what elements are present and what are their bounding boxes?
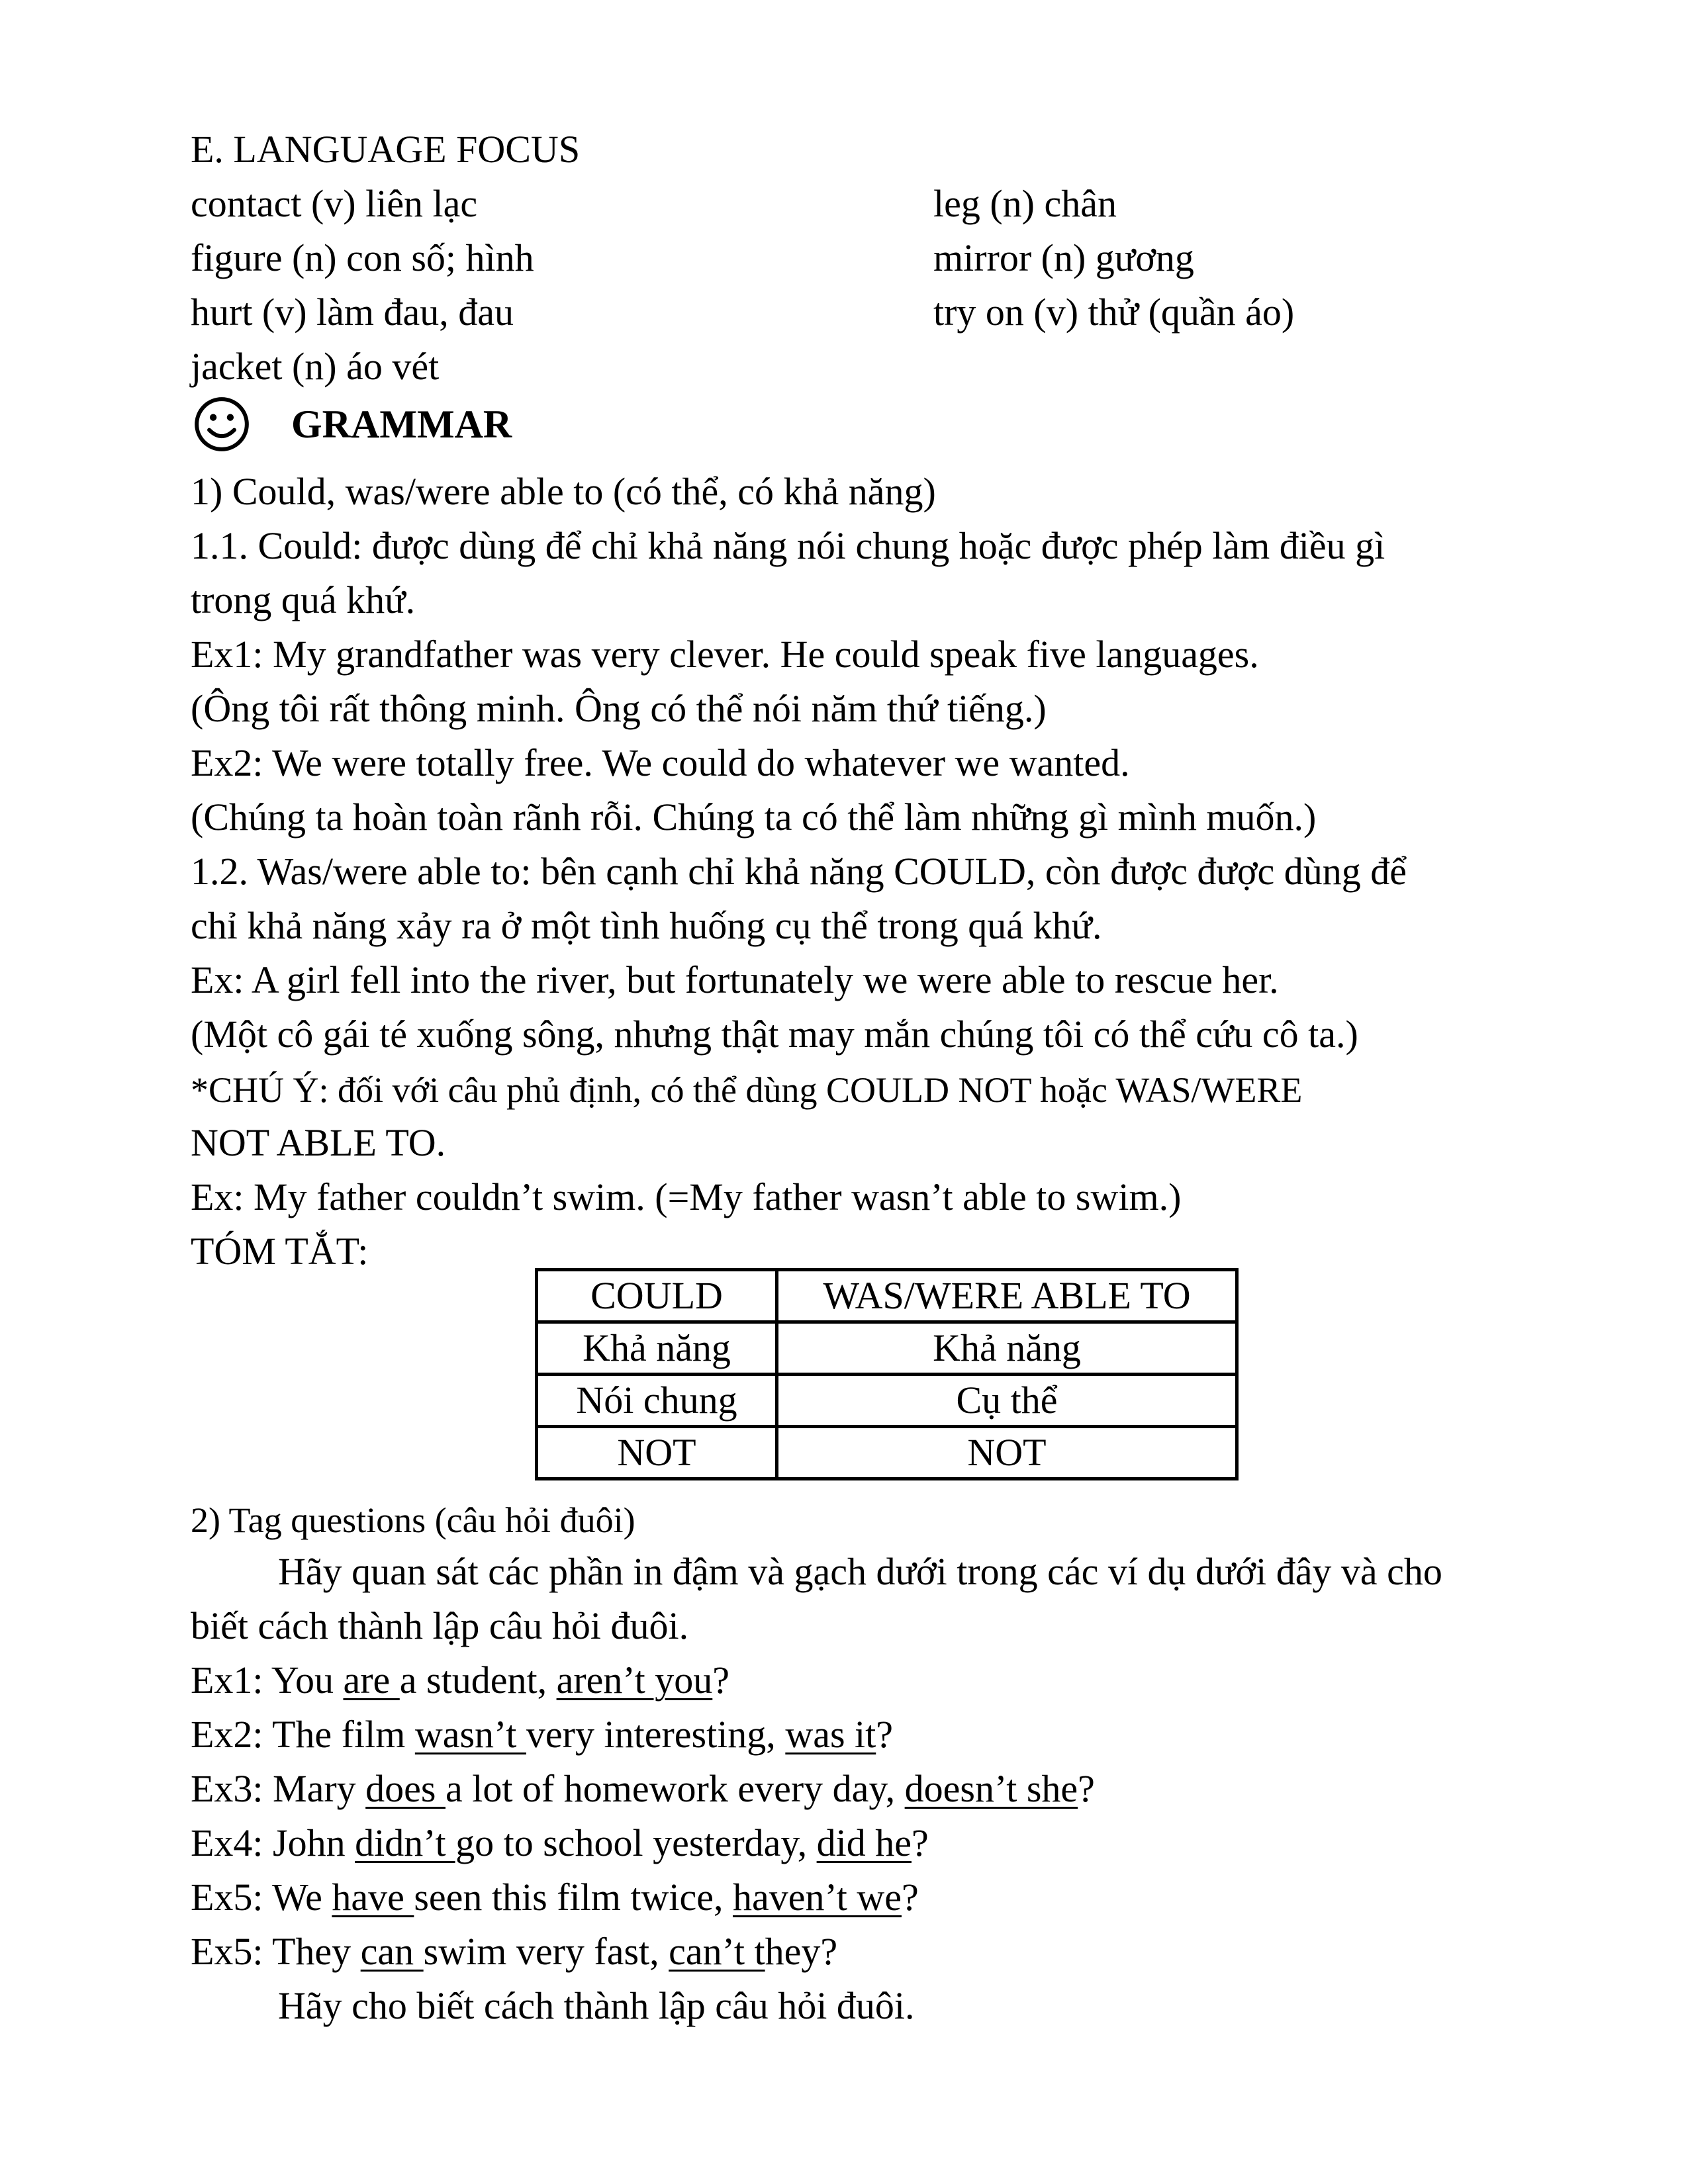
vocab-item: jacket (n) áo vét [191, 345, 440, 388]
table-header-cell: COULD [537, 1270, 777, 1322]
grammar-heading-1: 1) Could, was/were able to (có thể, có khả năng) [191, 470, 936, 513]
example-line: Ex1: My grandfather was very clever. He could speak five languages. [191, 633, 1259, 676]
translation-line: (Chúng ta hoàn toàn rãnh rỗi. Chúng ta có thể làm những gì mình muốn.) [191, 796, 1317, 839]
table-cell: Khả năng [777, 1322, 1237, 1375]
paragraph-line: biết cách thành lập câu hỏi đuôi. [191, 1604, 689, 1647]
table-cell: NOT [777, 1427, 1237, 1479]
vocab-item: figure (n) con số; hình [191, 236, 534, 279]
example-line: Ex: My father couldn’t swim. (=My father wasn’t able to swim.) [191, 1175, 1182, 1218]
translation-line: (Một cô gái té xuống sông, nhưng thật may mắn chúng tôi có thể cứu cô ta.) [191, 1013, 1358, 1056]
summary-label: TÓM TẮT: [191, 1230, 369, 1273]
paragraph-line: trong quá khứ. [191, 578, 416, 621]
table-cell: Cụ thể [777, 1375, 1237, 1427]
vocab-item: hurt (v) làm đau, đau [191, 291, 514, 334]
summary-table [535, 1268, 1239, 1480]
table-cell: NOT [537, 1427, 777, 1479]
example-line: Ex2: We were totally free. We could do whatever we wanted. [191, 741, 1130, 784]
vocab-item: contact (v) liên lạc [191, 182, 478, 225]
paragraph-line: 1.2. Was/were able to: bên cạnh chỉ khả năng COULD, còn được được dùng để [191, 850, 1407, 893]
tag-example-2: Ex2: The film wasn’t very interesting, was it? [191, 1713, 893, 1756]
table-row [537, 1375, 1237, 1427]
tag-example-5: Ex5: We have seen this film twice, haven’t we? [191, 1876, 919, 1919]
table-header-row [537, 1270, 1237, 1322]
translation-line: (Ông tôi rất thông minh. Ông có thể nói năm thứ tiếng.) [191, 687, 1047, 730]
paragraph-line: 1.1. Could: được dùng để chỉ khả năng nói chung hoặc được phép làm điều gì [191, 524, 1385, 567]
example-line: Ex: A girl fell into the river, but fortunately we were able to rescue her. [191, 958, 1279, 1001]
section-title: E. LANGUAGE FOCUS [191, 128, 581, 171]
smiley-face-icon [193, 396, 250, 453]
table-cell: Nói chung [537, 1375, 777, 1427]
table-cell: Khả năng [537, 1322, 777, 1375]
paragraph-line: Hãy quan sát các phần in đậm và gạch dưới trong các ví dụ dưới đây và cho [278, 1550, 1442, 1593]
tag-example-3: Ex3: Mary does a lot of homework every day, doesn’t she? [191, 1767, 1095, 1810]
tag-example-4: Ex4: John didn’t go to school yesterday, did he? [191, 1821, 929, 1864]
note-line: *CHÚ Ý: đối với câu phủ định, có thể dùng COULD NOT hoặc WAS/WERE [191, 1070, 1303, 1110]
grammar-heading: GRAMMAR [291, 402, 512, 446]
table-header-cell: WAS/WERE ABLE TO [777, 1270, 1237, 1322]
table-row [537, 1322, 1237, 1375]
tag-questions-heading: 2) Tag questions (câu hỏi đuôi) [191, 1500, 635, 1540]
closing-line: Hãy cho biết cách thành lập câu hỏi đuôi. [278, 1984, 915, 2027]
tag-example-1: Ex1: You are a student, aren’t you? [191, 1659, 730, 1702]
vocab-item: try on (v) thử (quần áo) [933, 291, 1295, 334]
vocab-item: mirror (n) gương [933, 236, 1194, 279]
tag-example-6: Ex5: They can swim very fast, can’t they? [191, 1930, 838, 1973]
paragraph-line: chỉ khả năng xảy ra ở một tình huống cụ thể trong quá khứ. [191, 904, 1102, 947]
note-line: NOT ABLE TO. [191, 1121, 446, 1164]
vocab-item: leg (n) chân [933, 182, 1117, 225]
table-row [537, 1427, 1237, 1479]
